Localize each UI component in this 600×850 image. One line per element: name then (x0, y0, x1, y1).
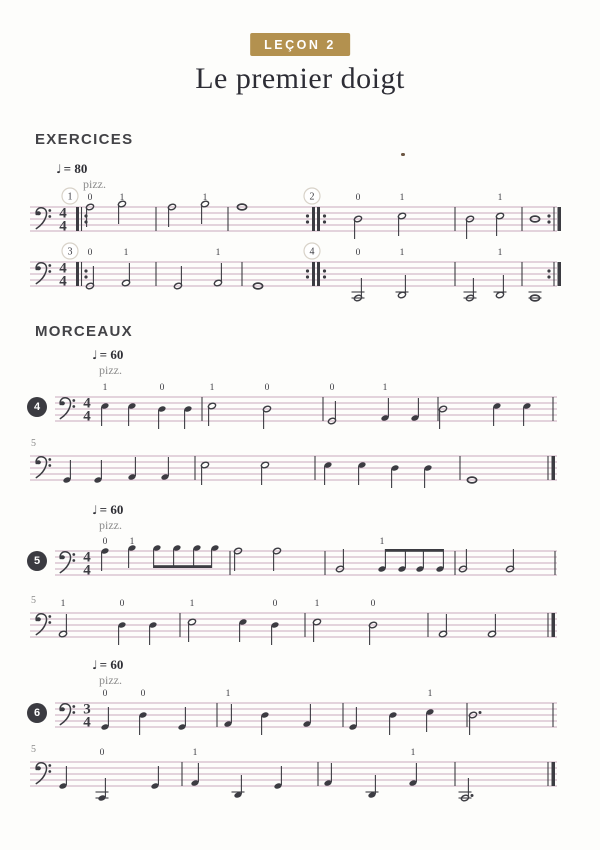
note (128, 402, 137, 426)
section-heading-morceaux: MORCEAUX (35, 323, 133, 340)
staff-lines (30, 207, 557, 231)
note (239, 618, 248, 642)
quarter-note-icon: ♩ (56, 162, 62, 176)
svg-text:4: 4 (83, 549, 91, 566)
note (391, 464, 400, 488)
note (211, 544, 220, 568)
note (96, 748, 109, 802)
svg-text:2: 2 (309, 191, 315, 203)
time-signature (59, 261, 67, 290)
time-signature (83, 702, 91, 731)
note (464, 278, 477, 302)
page-title: Le premier doigt (195, 62, 405, 95)
staff-system-piece6-line2 (30, 736, 575, 810)
fingering-label: 1 (382, 383, 388, 393)
fingering-label: 1 (215, 248, 221, 258)
note (494, 248, 507, 299)
piece-number-badge: 5 (27, 551, 47, 571)
note (59, 599, 68, 638)
svg-text:1: 1 (67, 191, 73, 203)
fingering-label: 1 (497, 193, 503, 203)
note (436, 549, 445, 573)
note (271, 599, 280, 645)
note (358, 461, 367, 485)
tempo-marking-piece4 (92, 347, 123, 363)
fingering-label: 1 (399, 248, 405, 258)
time-signature (59, 206, 67, 235)
note (426, 689, 435, 732)
note (411, 398, 420, 422)
note (122, 248, 131, 287)
note (232, 775, 245, 799)
quarter-note-icon: ♩ (92, 348, 98, 362)
staff-lines (55, 551, 557, 575)
fingering-label: 0 (140, 689, 146, 699)
svg-text:4: 4 (59, 260, 67, 277)
svg-text:4: 4 (59, 218, 67, 235)
tempo-value: = 60 (99, 347, 124, 362)
fingering-label: 1 (102, 383, 108, 393)
note (263, 383, 272, 429)
staff-lines (30, 456, 557, 480)
quarter-note-icon: ♩ (92, 503, 98, 517)
note (349, 707, 358, 731)
pizz-label-exercises: pizz. (83, 177, 106, 191)
note (396, 248, 409, 299)
note (354, 193, 363, 239)
fingering-label: 1 (119, 193, 125, 203)
fingering-label: 1 (129, 537, 135, 547)
note (151, 766, 160, 790)
note (193, 544, 202, 568)
fingering-label: 0 (264, 383, 270, 393)
tempo-value: = 60 (99, 657, 124, 672)
note (523, 402, 532, 426)
note (493, 402, 502, 426)
note (488, 614, 497, 638)
svg-text:4: 4 (83, 408, 91, 425)
staff-lines (30, 613, 557, 637)
exercise-number-circle (62, 243, 78, 259)
tempo-value: = 80 (63, 161, 88, 176)
beam (385, 549, 443, 552)
staff-system-piece5-line2 (30, 587, 575, 661)
fingering-label: 0 (99, 748, 105, 758)
note (188, 599, 197, 642)
tempo-marking-exercises (56, 161, 87, 177)
note (59, 766, 68, 790)
note (101, 383, 110, 426)
note (191, 748, 200, 787)
note (378, 537, 387, 573)
note (153, 544, 162, 568)
staff-lines (55, 397, 557, 421)
staff-lines (30, 762, 557, 786)
note (261, 711, 270, 735)
note (201, 461, 210, 485)
note (303, 704, 312, 728)
note (86, 248, 95, 290)
fingering-label: 1 (192, 748, 198, 758)
note (369, 599, 378, 645)
note (184, 405, 193, 429)
note (324, 763, 333, 787)
measure-number: 5 (31, 744, 36, 755)
note (416, 549, 425, 573)
fingering-label: 1 (497, 248, 503, 258)
svg-text:3: 3 (67, 246, 73, 258)
exercise-number-circle (62, 188, 78, 204)
note (324, 461, 333, 485)
fingering-label: 0 (102, 537, 108, 547)
note (101, 537, 110, 571)
note (381, 383, 390, 422)
fingering-label: 1 (399, 193, 405, 203)
note (529, 292, 542, 301)
note (261, 461, 270, 485)
fingering-label: 0 (370, 599, 376, 609)
augmentation-dot (479, 711, 482, 714)
note (328, 383, 337, 425)
note (398, 549, 407, 573)
fingering-label: 1 (225, 689, 231, 699)
exercise-number-circle (304, 188, 320, 204)
pizz-label-piece5: pizz. (99, 518, 122, 532)
note (224, 689, 233, 728)
fingering-label: 0 (102, 689, 108, 699)
note (398, 193, 407, 236)
tempo-marking-piece5 (92, 502, 123, 518)
fingering-label: 1 (209, 383, 215, 393)
time-signature (83, 550, 91, 579)
fingering-label: 1 (314, 599, 320, 609)
note (128, 457, 137, 481)
section-heading-exercises: EXERCICES (35, 131, 134, 148)
note (63, 460, 72, 484)
fingering-label: 1 (427, 689, 433, 699)
fingering-label: 0 (159, 383, 165, 393)
note (86, 193, 95, 227)
piece-number-badge: 6 (27, 703, 47, 723)
fingering-label: 0 (272, 599, 278, 609)
note (496, 193, 505, 236)
note (101, 689, 110, 731)
note (274, 766, 283, 790)
pizz-label-piece6: pizz. (99, 673, 122, 687)
note (161, 457, 170, 481)
fingering-label: 1 (202, 193, 208, 203)
quarter-note-icon: ♩ (92, 658, 98, 672)
note (389, 711, 398, 735)
measure-number: 5 (31, 438, 36, 449)
staff-system-piece4-line2 (30, 430, 575, 504)
note (158, 383, 167, 429)
pizz-label-piece4: pizz. (99, 363, 122, 377)
note (459, 778, 474, 802)
fingering-label: 1 (189, 599, 195, 609)
note (214, 248, 223, 287)
exercise-number-circle (304, 243, 320, 259)
note (313, 599, 322, 642)
note (149, 621, 158, 645)
note (424, 464, 433, 488)
fingering-label: 0 (329, 383, 335, 393)
fingering-label: 1 (379, 537, 385, 547)
staff-system-exercises-3-4 (30, 236, 575, 310)
note (118, 599, 127, 645)
note (409, 748, 418, 787)
time-signature (83, 396, 91, 425)
note (366, 775, 379, 799)
svg-text:3: 3 (83, 701, 91, 718)
ink-speck (401, 153, 405, 156)
note (439, 614, 448, 638)
note (173, 544, 182, 568)
fingering-label: 0 (87, 193, 93, 203)
svg-text:4: 4 (59, 205, 67, 222)
fingering-label: 1 (123, 248, 129, 258)
svg-text:4: 4 (83, 714, 91, 731)
augmentation-dot (471, 794, 474, 797)
fingering-label: 1 (60, 599, 66, 609)
fingering-label: 0 (119, 599, 125, 609)
fingering-label: 1 (410, 748, 416, 758)
tempo-value: = 60 (99, 502, 124, 517)
fingering-label: 0 (355, 248, 361, 258)
svg-text:4: 4 (83, 395, 91, 412)
beam (154, 565, 212, 568)
note (139, 689, 148, 735)
svg-text:4: 4 (83, 562, 91, 579)
svg-text:4: 4 (309, 246, 315, 258)
measure-number: 5 (31, 595, 36, 606)
lesson-badge: LEÇON 2 (250, 33, 350, 56)
staff-lines (30, 262, 557, 286)
fingering-label: 0 (355, 193, 361, 203)
note (208, 383, 217, 426)
note (352, 248, 365, 302)
note (94, 460, 103, 484)
svg-text:4: 4 (59, 273, 67, 290)
fingering-label: 0 (87, 248, 93, 258)
piece-number-badge: 4 (27, 397, 47, 417)
note (178, 707, 187, 731)
